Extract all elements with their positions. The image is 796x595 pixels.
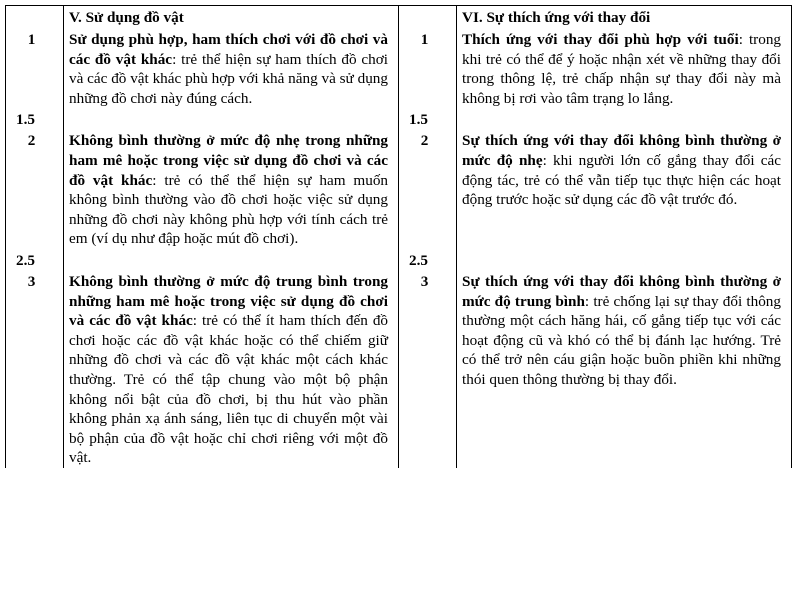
rating-row-2: [6, 131, 792, 249]
rating-row-1: [6, 30, 792, 108]
right-description: [457, 131, 792, 249]
right-empty-cell: [457, 108, 792, 131]
left-section-title: V. Sử dụng đồ vật: [64, 6, 399, 31]
left-description-heading: Sử dụng phù hợp, ham thích chơi với đồ chơi và các đồ vật khác: [69, 31, 388, 68]
right-description: [457, 30, 792, 108]
left-description-heading: Không bình thường ở mức độ trung bình trong những ham mê hoặc trong việc sử dụng đồ chơi và các đồ vật khác: [69, 272, 388, 330]
right-description-heading: Sự thích ứng với thay đổi không bình thường ở mức độ nhẹ: [462, 132, 781, 169]
rating-row-2-5: [6, 249, 792, 272]
left-empty-cell: [64, 249, 399, 272]
left-header-score-cell: [6, 6, 64, 31]
right-score: 2: [399, 131, 457, 249]
right-description-text: : trong khi trẻ có thể để ý hoặc nhận xét về những thay đổi trong thông lệ, trẻ chấp nhận sự thay đổi này mà không bị rơi vào tâm trạng lo lắng.: [462, 31, 782, 107]
right-description-text: : khi người lớn cố gắng thay đổi các động tác, trẻ có thể vẫn tiếp tục thực hiện các hoạt động trước hoặc sử dụng các đồ vật trước đó.: [462, 151, 781, 209]
left-half-score: 1.5: [6, 108, 64, 131]
rating-row-3: [6, 272, 792, 468]
left-description-text: : trẻ thể hiện sự ham thích đồ chơi và các đồ vật khác phù hợp với khả năng và sử dụng những đồ chơi này đúng cách.: [69, 50, 389, 107]
right-description-text: : trẻ chống lại sự thay đổi thông thường một cách hăng hái, cố gắng tiếp tục với các hoạt động cũ và khó có thể bị đánh lạc hướng. Trẻ có thể trở nên cáu giận hoặc buồn phiền khi những thói quen thông thường bị thay đổi.: [462, 292, 781, 388]
right-score: 1: [399, 30, 457, 108]
right-half-score: 1.5: [399, 108, 457, 131]
left-description: [64, 30, 399, 108]
right-section-title: VI. Sự thích ứng với thay đổi: [457, 6, 792, 31]
left-description-text: : trẻ có thể thể hiện sự ham muốn không bình thường vào đồ chơi hoặc việc sử dụng những đồ chơi này không phù hợp với tính cách trẻ em (ví dụ như đập hoặc mút đồ chơi).: [69, 171, 389, 248]
right-empty-cell: [457, 249, 792, 272]
left-empty-cell: [64, 108, 399, 131]
left-description-heading: Không bình thường ở mức độ nhẹ trong những ham mê hoặc trong việc sử dụng đồ chơi và các đồ vật khác: [69, 132, 388, 189]
left-description: [64, 131, 399, 249]
left-score: 2: [6, 131, 64, 249]
right-description-heading: Sự thích ứng với thay đổi không bình thường ở mức độ trung bình: [462, 272, 781, 310]
section-header-row: [6, 6, 792, 31]
right-header-score-cell: [399, 6, 457, 31]
left-score: 1: [6, 30, 64, 108]
left-description: [64, 272, 399, 468]
right-score: 3: [399, 272, 457, 468]
right-description-heading: Thích ứng với thay đổi phù hợp với tuổi: [462, 31, 739, 48]
left-score: 3: [6, 272, 64, 468]
right-description: [457, 272, 792, 468]
rating-row-1-5: [6, 108, 792, 131]
left-description-text: : trẻ có thể ít ham thích đến đồ chơi hoặc các đồ vật khác hoặc có thể chiếm giữ những đồ chơi và các đồ vật khác một cách khác thường. Trẻ có thể tập chung vào một bộ phận không nổi bật của đồ chơi, bị thu hút vào phần không phản xạ ánh sáng, liên tục di chuyển một vài bộ phận của đồ vật hoặc chỉ chơi riêng với một đồ vật.: [69, 312, 389, 467]
left-half-score: 2.5: [6, 249, 64, 272]
right-half-score: 2.5: [399, 249, 457, 272]
rating-table: [5, 5, 792, 468]
